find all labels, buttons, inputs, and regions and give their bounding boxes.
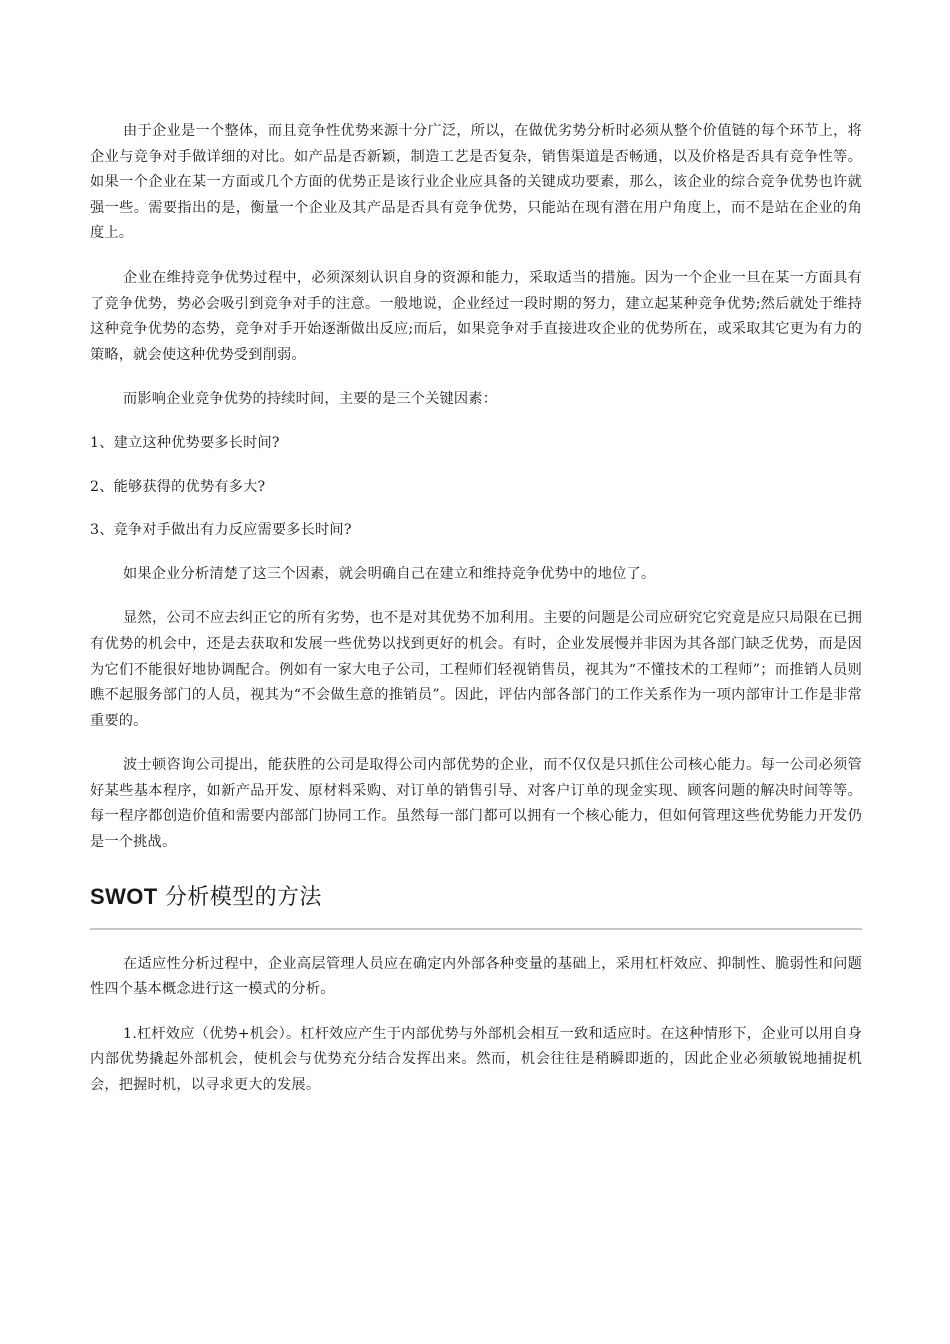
paragraph-leverage: 1.杠杆效应（优势+机会）。杠杆效应产生于内部优势与外部机会相互一致和适应时。在这种情形下，企业可以用自身内部优势撬起外部机会，使机会与优势充分结合发挥出来。然而，机会往往是稍瞬即逝的，因此企业必须敏锐地捕捉机会，把握时机，以寻求更大的发展。 bbox=[90, 1025, 862, 1094]
paragraph-bcg: 波士顿咨询公司提出，能获胜的公司是取得公司内部优势的企业，而不仅仅是只抓住公司核心能力。每一公司必须管好某些基本程序，如新产品开发、原材料采购、对订单的销售引导、对客户订单的现金实现、顾客问题的解决时间等等。每一程序都创造价值和需要内部部门协同工作。虽然每一部门都可以拥有一个核心能力，但如何管理这些优势能力开发仍是一个挑战。 bbox=[90, 757, 862, 851]
paragraph-adaptability: 在适应性分析过程中，企业高层管理人员应在确定内外部各种变量的基础上，采用杠杆效应、抑制性、脆弱性和问题性四个基本概念进行这一模式的分析。 bbox=[90, 955, 862, 998]
section-heading-latin: SWOT bbox=[90, 883, 158, 909]
paragraph-weaknesses: 显然，公司不应去纠正它的所有劣势，也不是对其优势不加利用。主要的问题是公司应研究它究竟是应只局限在已拥有优势的机会中，还是去获取和发展一些优势以找到更好的机会。有时，企业发展慢并非因为其各部门缺乏优势，而是因为它们不能很好地协调配合。例如有一家大电子公司，工程师们轻视销售员，视其为“不懂技术的工程师”；而推销人员则瞧不起服务部门的人员，视其为“不会做生意的推销员”。因此，评估内部各部门的工作关系作为一项内部审计工作是非常重要的。 bbox=[90, 610, 862, 729]
list-item-1: 1、建立这种优势要多长时间? bbox=[90, 434, 280, 451]
section-heading bbox=[90, 882, 862, 913]
list-item-2: 2、能够获得的优势有多大? bbox=[90, 478, 266, 495]
heading-divider bbox=[90, 928, 862, 930]
paragraph-position: 如果企业分析清楚了这三个因素，就会明确自己在建立和维持竞争优势中的地位了。 bbox=[123, 565, 656, 582]
list-item-3: 3、竞争对手做出有力反应需要多长时间? bbox=[90, 522, 352, 539]
paragraph-key-factors-intro: 而影响企业竞争优势的持续时间，主要的是三个关键因素： bbox=[123, 391, 498, 408]
paragraph-maintain-advantage: 企业在维持竞争优势过程中，必须深刻认识自身的资源和能力，采取适当的措施。因为一个企业一旦在某一方面具有了竞争优势，势必会吸引到竞争对手的注意。一般地说，企业经过一段时期的努力，建立起某种竞争优势;然后就处于维持这种竞争优势的态势，竞争对手开始逐渐做出反应;而后，如果竞争对手直接进攻企业的优势所在，或采取其它更为有力的策略，就会使这种优势受到削弱。 bbox=[90, 269, 862, 363]
document-page bbox=[90, 119, 862, 1099]
section-heading-rest: 分析模型的方法 bbox=[157, 884, 322, 910]
paragraph-value-chain: 由于企业是一个整体，而且竞争性优势来源十分广泛，所以，在做优劣势分析时必须从整个价值链的每个环节上，将企业与竞争对手做详细的对比。如产品是否新颖，制造工艺是否复杂，销售渠道是否畅通，以及价格是否具有竞争性等。如果一个企业在某一方面或几个方面的优势正是该行业企业应具备的关键成功要素，那么，该企业的综合竞争优势也许就强一些。需要指出的是，衡量一个企业及其产品是否具有竞争优势，只能站在现有潜在用户角度上，而不是站在企业的角度上。 bbox=[90, 123, 862, 242]
